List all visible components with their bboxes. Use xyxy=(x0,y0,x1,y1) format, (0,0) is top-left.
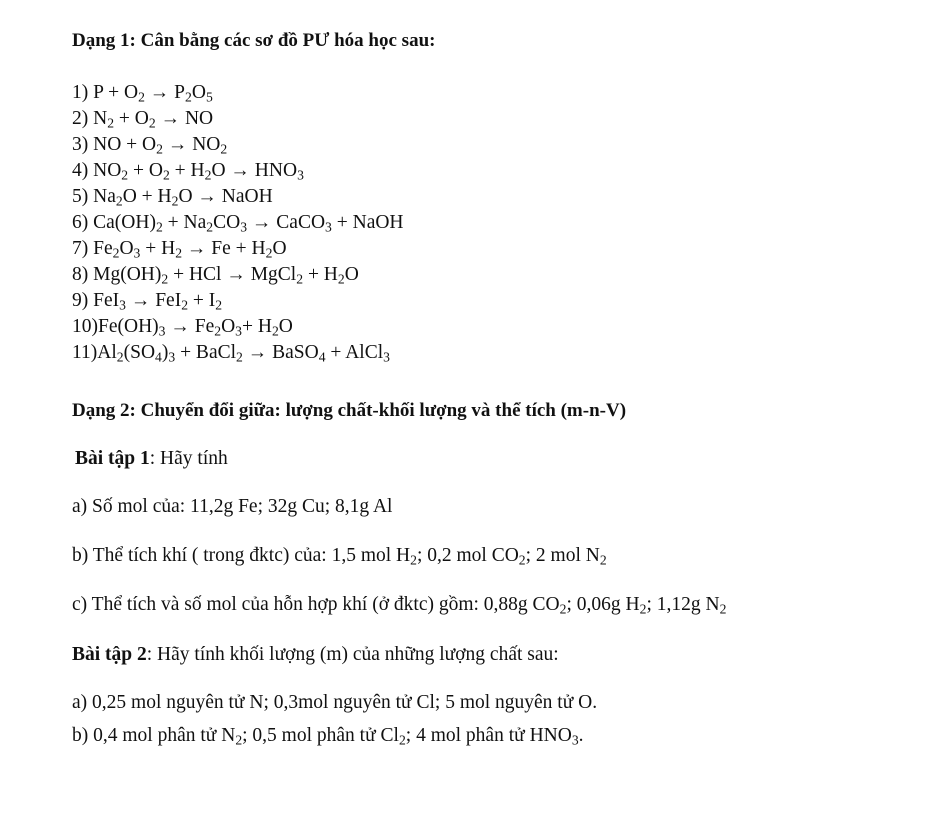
exercise2-prompt: : Hãy tính khối lượng (m) của những lượng chất sau: xyxy=(146,644,559,665)
text-run: ; 0,5 mol phân tử Cl xyxy=(242,725,399,746)
text-run: O xyxy=(278,316,293,337)
text-run: O → HNO xyxy=(211,160,298,181)
text-run: + H xyxy=(169,160,205,181)
subscript: 3 xyxy=(133,245,141,261)
text-run: O xyxy=(119,238,134,259)
exercise1-a: a) Số mol của: 11,2g Fe; 32g Cu; 8,1g Al xyxy=(72,496,393,517)
exercise1-c xyxy=(72,594,726,616)
text-run: Ca(OH) xyxy=(93,212,156,233)
text-run: Al xyxy=(97,342,117,363)
equation-line xyxy=(72,210,404,236)
text-run: FeI xyxy=(93,290,120,311)
text-run: ) xyxy=(161,342,169,363)
equation-line xyxy=(72,106,404,132)
subscript: 2 xyxy=(112,245,120,261)
equation-number: 4) xyxy=(72,160,94,181)
subscript: 4 xyxy=(155,349,162,365)
equation-line xyxy=(72,236,404,262)
equation-number: 1) xyxy=(72,82,94,103)
exercise1-prompt: : Hãy tính xyxy=(149,448,228,469)
text-run: ; 0,2 mol CO xyxy=(416,545,519,566)
equation-line xyxy=(72,262,404,288)
subscript: 2 xyxy=(107,115,115,131)
text-run: + O xyxy=(128,160,163,181)
equation-number: 5) xyxy=(72,186,94,207)
text-run: → BaSO xyxy=(242,342,319,363)
text-run: O xyxy=(221,316,236,337)
equation-line xyxy=(72,158,404,184)
text-run: → P xyxy=(144,82,186,103)
text-run: + H xyxy=(140,238,176,259)
subscript: 2 xyxy=(296,271,304,287)
text-run: → CaCO xyxy=(247,212,326,233)
subscript: 3 xyxy=(119,297,126,313)
equation-number: 2) xyxy=(72,108,94,129)
equation-list xyxy=(72,80,404,366)
subscript: 2 xyxy=(175,245,183,261)
text-run: + NaOH xyxy=(331,212,404,233)
text-run: O xyxy=(272,238,287,259)
equation-number: 7) xyxy=(72,238,94,259)
text-run: Fe xyxy=(93,238,113,259)
equation-line xyxy=(72,288,404,314)
equation-line xyxy=(72,340,404,366)
subscript: 3 xyxy=(383,349,390,365)
text-run: O xyxy=(344,264,359,285)
equation-number: 6) xyxy=(72,212,94,233)
exercise1-label: Bài tập 1 xyxy=(75,448,150,469)
text-run: c) Thể tích và số mol của hỗn hợp khí (ở đktc) gồm: 0,88g CO xyxy=(72,594,560,615)
text-run: Fe(OH) xyxy=(98,316,159,337)
subscript: 2 xyxy=(115,193,123,209)
subscript: 2 xyxy=(220,141,228,157)
exercise2-b xyxy=(72,725,584,747)
subscript: 2 xyxy=(599,552,607,568)
text-run: → Fe + H xyxy=(182,238,266,259)
subscript: 2 xyxy=(116,349,124,365)
text-run: + BaCl xyxy=(175,342,237,363)
subscript: 2 xyxy=(181,297,189,313)
text-run: N xyxy=(93,108,108,129)
text-run: O → NaOH xyxy=(178,186,273,207)
subscript: 2 xyxy=(265,245,273,261)
text-run: → NO xyxy=(155,108,214,129)
equation-line xyxy=(72,184,404,210)
subscript: 2 xyxy=(171,193,179,209)
subscript: 2 xyxy=(410,552,417,568)
equation-line xyxy=(72,132,404,158)
subscript: 2 xyxy=(337,271,345,287)
subscript: 2 xyxy=(236,349,243,365)
subscript: 3 xyxy=(325,219,332,235)
section2-title: Dạng 2: Chuyển đổi giữa: lượng chất-khối lượng và thể tích (m-n-V) xyxy=(72,400,627,421)
exercise2-heading xyxy=(72,644,559,666)
subscript: 2 xyxy=(156,141,163,157)
subscript: 2 xyxy=(518,552,526,568)
subscript: 2 xyxy=(138,89,145,105)
section1-title: Dạng 1: Cân bằng các sơ đồ PƯ hóa học sau: xyxy=(72,30,436,51)
subscript: 2 xyxy=(162,167,170,183)
subscript: 2 xyxy=(121,167,129,183)
subscript: 2 xyxy=(204,167,212,183)
text-run: + Na xyxy=(162,212,207,233)
text-run: + AlCl xyxy=(325,342,384,363)
text-run: + H xyxy=(303,264,338,285)
text-run: + O xyxy=(114,108,149,129)
equation-number: 3) xyxy=(72,134,94,155)
exercise2-a: a) 0,25 mol nguyên tử N; 0,3mol nguyên tử Cl; 5 mol nguyên tử O. xyxy=(72,692,598,713)
text-run: Mg(OH) xyxy=(93,264,162,285)
equation-number: 8) xyxy=(72,264,94,285)
text-run: Na xyxy=(93,186,116,207)
text-run: (SO xyxy=(123,342,156,363)
subscript: 2 xyxy=(214,323,222,339)
subscript: 2 xyxy=(148,115,156,131)
text-run: O xyxy=(191,82,206,103)
subscript: 2 xyxy=(271,323,279,339)
text-run: → NO xyxy=(162,134,221,155)
exercise2-label: Bài tập 2 xyxy=(72,644,147,665)
text-run: b) 0,4 mol phân tử N xyxy=(72,725,236,746)
subscript: 3 xyxy=(571,732,579,748)
subscript: 2 xyxy=(155,219,163,235)
text-run: + I xyxy=(188,290,216,311)
subscript: 3 xyxy=(240,219,248,235)
text-run: NO xyxy=(93,160,122,181)
subscript: 2 xyxy=(398,732,406,748)
text-run: ; 0,06g H xyxy=(566,594,640,615)
subscript: 2 xyxy=(161,271,169,287)
subscript: 2 xyxy=(215,297,223,313)
text-run: + H xyxy=(241,316,272,337)
subscript: 2 xyxy=(185,89,192,105)
subscript: 2 xyxy=(639,601,647,617)
text-run: → FeI xyxy=(125,290,182,311)
text-run: + HCl → MgCl xyxy=(168,264,297,285)
exercise1-b xyxy=(72,545,607,567)
equation-number: 11) xyxy=(72,342,98,363)
subscript: 5 xyxy=(205,89,213,105)
subscript: 2 xyxy=(235,732,243,748)
equation-number: 9) xyxy=(72,290,94,311)
equation-line xyxy=(72,314,404,340)
text-run: ; 4 mol phân tử HNO xyxy=(405,725,572,746)
text-run: P + O xyxy=(93,82,139,103)
subscript: 2 xyxy=(559,601,567,617)
text-run: O + H xyxy=(122,186,172,207)
exercise1-heading xyxy=(75,448,228,470)
subscript: 2 xyxy=(719,601,727,617)
subscript: 3 xyxy=(168,349,176,365)
equation-line xyxy=(72,80,404,106)
subscript: 2 xyxy=(206,219,214,235)
text-run: b) Thể tích khí ( trong đktc) của: 1,5 mol H xyxy=(72,545,411,566)
text-run: → Fe xyxy=(165,316,215,337)
subscript: 3 xyxy=(235,323,242,339)
text-run: CO xyxy=(213,212,241,233)
subscript: 3 xyxy=(297,167,304,183)
subscript: 3 xyxy=(158,323,166,339)
equation-number: 10) xyxy=(72,316,98,337)
text-run: . xyxy=(578,725,584,746)
subscript: 4 xyxy=(318,349,326,365)
text-run: ; 1,12g N xyxy=(646,594,720,615)
text-run: ; 2 mol N xyxy=(525,545,600,566)
text-run: NO + O xyxy=(93,134,157,155)
